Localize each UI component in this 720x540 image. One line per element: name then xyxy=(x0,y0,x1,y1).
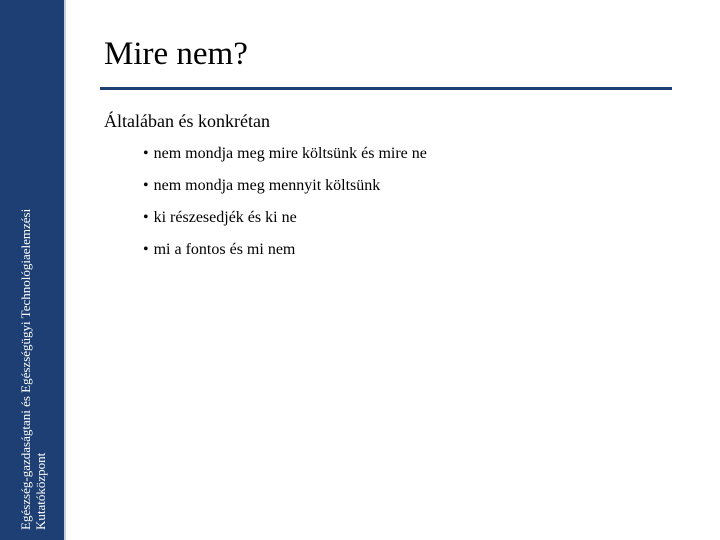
bullet-marker: • xyxy=(143,145,149,162)
slide-subheading: Általában és konkrétan xyxy=(104,111,270,131)
bullet-list xyxy=(143,143,427,271)
bullet-marker: • xyxy=(143,241,149,258)
bullet-text: mi a fontos és mi nem xyxy=(153,241,296,258)
bullet-text: nem mondja meg mennyit költsünk xyxy=(153,177,381,194)
bullet-item xyxy=(143,207,427,239)
bullet-item xyxy=(143,143,427,175)
sidebar-organization-name xyxy=(18,110,48,530)
title-divider xyxy=(100,87,672,90)
slide-title: Mire nem? xyxy=(104,36,248,72)
sidebar-org-line-2: Kutatóközpont xyxy=(33,452,48,530)
bullet-item xyxy=(143,239,427,271)
bullet-item xyxy=(143,175,427,207)
bullet-marker: • xyxy=(143,177,149,194)
sidebar-org-line-1: Egészség-gazdaságtani és Egészségügyi Technológiaelemzési xyxy=(18,208,33,530)
sidebar-panel xyxy=(0,0,66,540)
bullet-text: ki részesedjék és ki ne xyxy=(153,209,297,226)
bullet-marker: • xyxy=(143,209,149,226)
bullet-text: nem mondja meg mire költsünk és mire ne xyxy=(153,145,427,162)
